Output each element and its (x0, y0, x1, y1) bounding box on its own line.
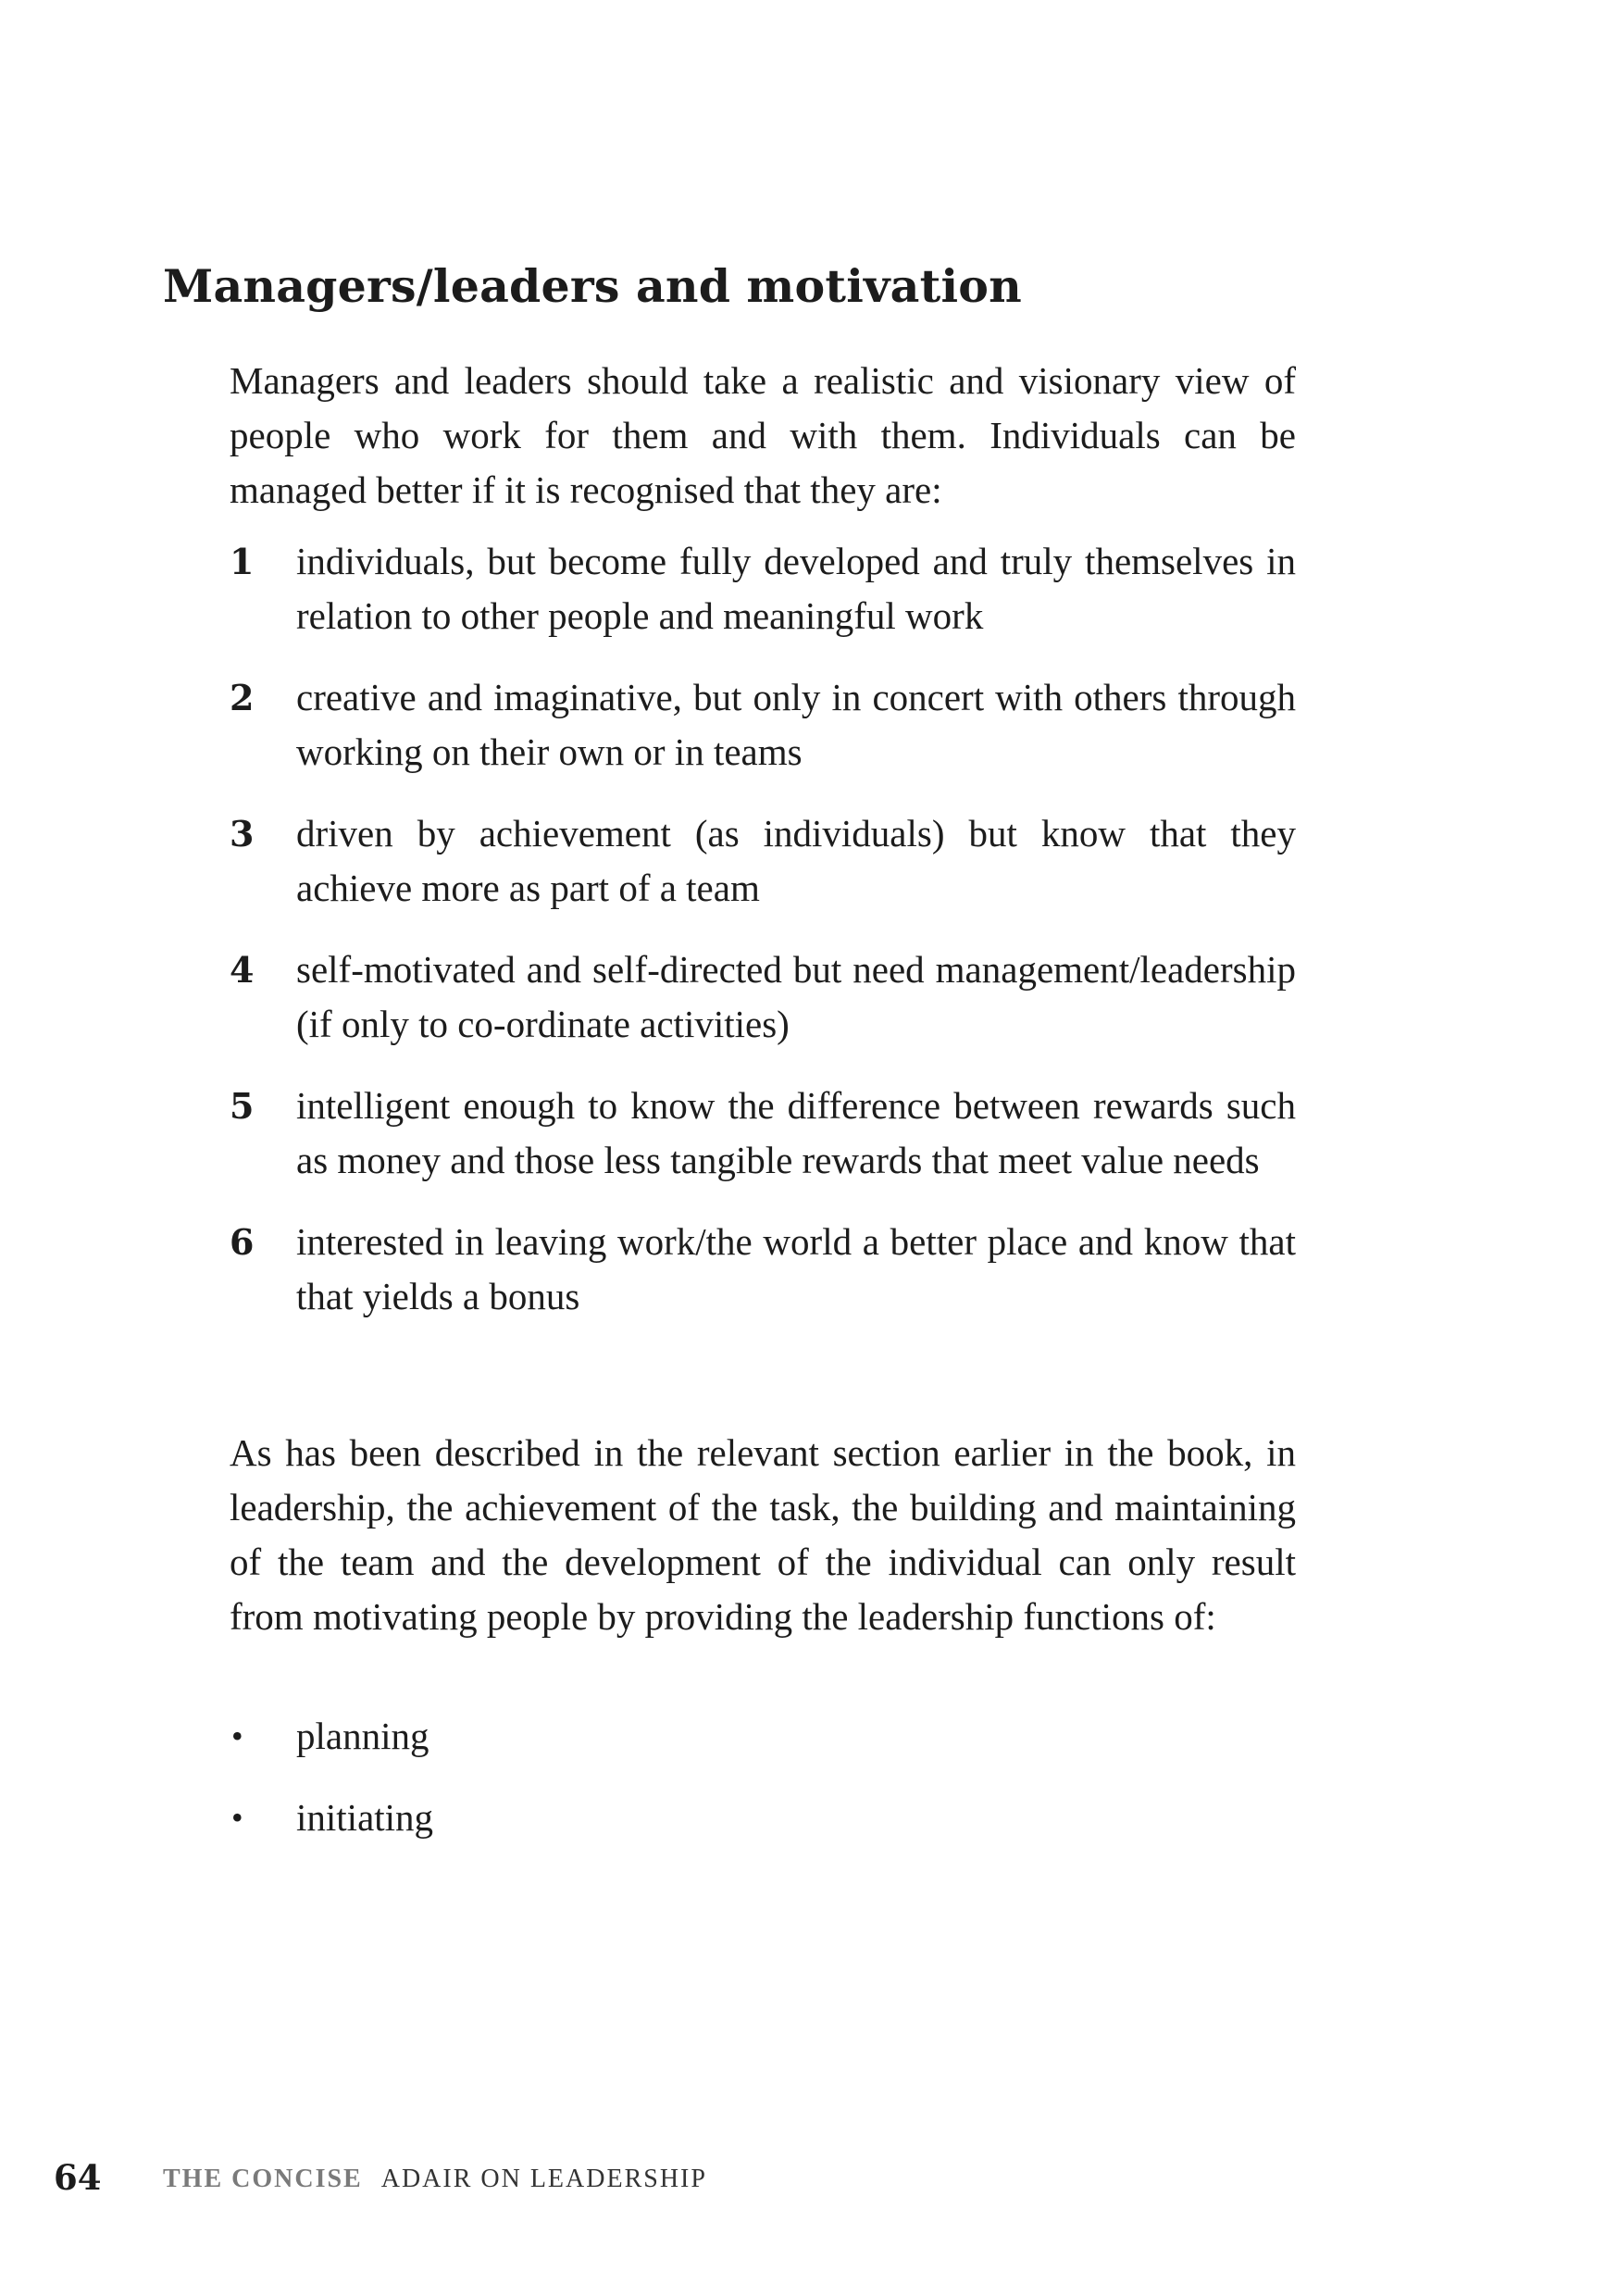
item-number: 4 (230, 949, 255, 991)
bullet-icon: • (231, 1799, 243, 1836)
item-text: self-motivated and self-directed but need management/leadership (if only to co-ordinate activities) (296, 948, 1296, 1045)
bullet-text: planning (296, 1715, 429, 1757)
item-number: 1 (230, 541, 255, 582)
running-title (163, 2165, 707, 2194)
running-title-book: ADAIR ON LEADERSHIP (380, 2165, 707, 2193)
running-title-series: THE CONCISE (163, 2165, 363, 2193)
numbered-list (230, 534, 1296, 1351)
item-number: 6 (230, 1221, 255, 1263)
item-text: individuals, but become fully developed and truly themselves in relation to other people and meaningful work (296, 540, 1296, 637)
item-number: 3 (230, 813, 255, 855)
bullet-icon: • (231, 1717, 243, 1754)
list-item (230, 534, 1296, 643)
item-number: 2 (230, 677, 255, 718)
bullet-item (230, 1709, 1296, 1764)
intro-paragraph: Managers and leaders should take a realistic and visionary view of people who work for them and with them. Individuals can be managed better if it is recognised that they are: (230, 359, 1296, 511)
item-text: driven by achievement (as individuals) but know that they achieve more as part of a team (296, 812, 1296, 909)
bullet-text: initiating (296, 1796, 434, 1839)
list-item (230, 806, 1296, 916)
list-item (230, 670, 1296, 780)
bullet-list (230, 1709, 1296, 1872)
item-text: interested in leaving work/the world a better place and know that that yields a bonus (296, 1220, 1296, 1317)
body-paragraph: As has been described in the relevant section earlier in the book, in leadership, the achievement of the task, the building and maintaining of the team and the development of the individual can only result from motivating people by providing the leadership functions of: (230, 1431, 1296, 1638)
section-heading: Managers/leaders and motivation (163, 259, 1022, 313)
item-number: 5 (230, 1085, 255, 1127)
list-item (230, 942, 1296, 1052)
list-item (230, 1079, 1296, 1188)
item-text: creative and imaginative, but only in concert with others through working on their own or in teams (296, 676, 1296, 773)
page-number: 64 (54, 2157, 102, 2198)
bullet-item (230, 1791, 1296, 1845)
item-text: intelligent enough to know the difference between rewards such as money and those less tangible rewards that meet value needs (296, 1084, 1296, 1181)
list-item (230, 1215, 1296, 1324)
